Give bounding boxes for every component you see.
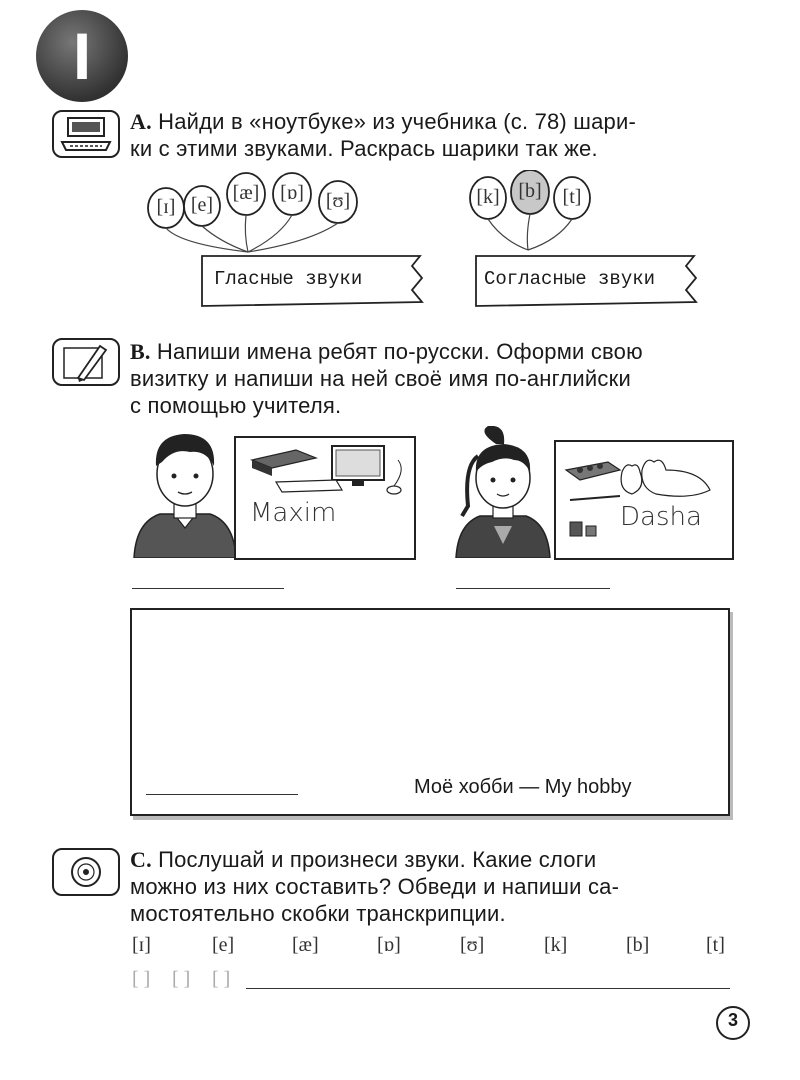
sound-8[interactable]: [t] [706, 934, 725, 956]
empty-bracket-2[interactable]: [ ] [172, 968, 191, 990]
boy-name: Maxim [250, 498, 337, 528]
unit-marker: I [72, 19, 92, 93]
paints-and-cats-drawing [560, 444, 726, 554]
sound-6[interactable]: [k] [544, 934, 568, 956]
balloon-vowel-1: [ɪ] [156, 196, 176, 218]
task-c-line1: Послушай и произнеси звуки. Какие слоги [158, 847, 597, 872]
empty-bracket-3[interactable]: [ ] [212, 968, 231, 990]
laptop-icon [52, 110, 120, 158]
girl-name-answer-line[interactable] [456, 588, 610, 589]
balloon-vowel-4: [ɒ] [280, 182, 304, 204]
balloon-vowel-2: [e] [190, 194, 214, 216]
balloon-vowel-3: [æ] [232, 182, 260, 204]
task-a-text [130, 108, 730, 162]
syllables-answer-line[interactable] [246, 988, 730, 989]
cd-icon [52, 848, 120, 896]
girl-name: Dasha [620, 502, 702, 532]
task-a-line2: ки с этими звуками. Раскрась шарики так же. [130, 136, 598, 161]
task-b-text [130, 338, 740, 419]
hobby-answer-line[interactable] [146, 794, 298, 795]
sound-3[interactable]: [æ] [292, 934, 319, 956]
page-number: 3 [727, 1010, 738, 1030]
balloon-consonant-2: [b] [518, 180, 542, 202]
vowels-label: Гласные звуки [214, 268, 363, 290]
empty-bracket-1[interactable]: [ ] [132, 968, 151, 990]
task-b-letter: B. [130, 339, 151, 364]
task-c-letter: C. [130, 847, 152, 872]
sound-5[interactable]: [ʊ] [460, 934, 485, 956]
computer-drawing [246, 440, 412, 500]
task-c-text [130, 846, 740, 927]
task-a-letter: A. [130, 109, 152, 134]
pencil-icon [52, 338, 120, 386]
task-b-line1: Напиши имена ребят по-русски. Оформи свою [156, 339, 643, 364]
hobby-label: Моё хобби — My hobby [414, 776, 632, 798]
sound-1[interactable]: [ɪ] [132, 934, 151, 956]
task-c-line2: можно из них составить? Обведи и напиши са- [130, 874, 620, 899]
consonants-label: Согласные звуки [484, 268, 656, 290]
task-c-line3: мостоятельно скобки транскрипции. [130, 901, 506, 926]
sound-4[interactable]: [ɒ] [377, 934, 401, 956]
balloon-vowel-5: [ʊ] [325, 190, 351, 212]
sound-2[interactable]: [e] [212, 934, 235, 956]
boy-illustration [130, 422, 240, 558]
task-b-line2: визитку и напиши на ней своё имя по-английски [130, 366, 631, 391]
task-a-line1: Найди в «ноутбуке» из учебника (с. 78) шари- [158, 109, 637, 134]
sound-7[interactable]: [b] [626, 934, 650, 956]
balloon-consonant-3: [t] [562, 186, 582, 208]
task-b-line3: с помощью учителя. [130, 393, 342, 418]
girl-illustration [448, 426, 558, 558]
boy-name-answer-line[interactable] [132, 588, 284, 589]
balloon-consonant-1: [k] [476, 186, 500, 208]
